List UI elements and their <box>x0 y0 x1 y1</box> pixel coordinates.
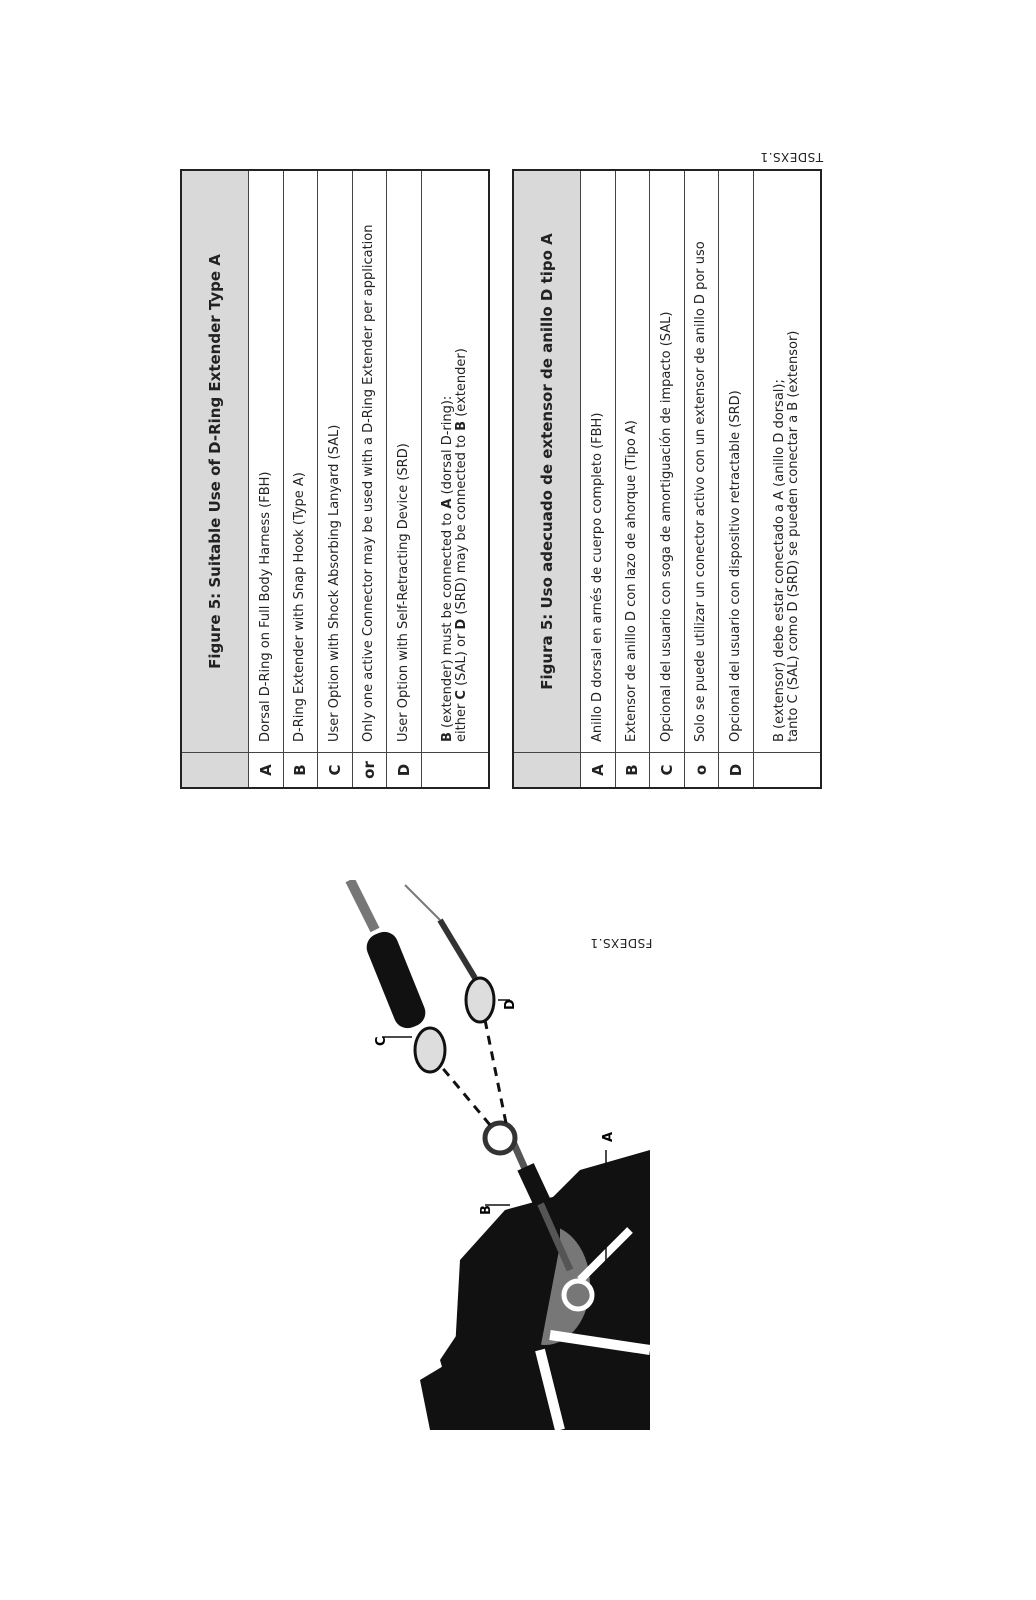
row-key: C <box>318 753 353 789</box>
row-text: Dorsal D-Ring on Full Body Harness (FBH) <box>249 170 284 753</box>
row-key: B <box>283 753 318 789</box>
table-panel-spanish <box>512 169 822 789</box>
table-row <box>352 170 387 788</box>
row-key: A <box>581 753 616 789</box>
note-text: (extender) must be connected to <box>439 508 455 733</box>
row-key: C <box>650 753 685 789</box>
note-bold: B <box>453 420 469 431</box>
table-row <box>249 170 284 788</box>
table-row <box>581 170 616 788</box>
table-note-row <box>753 170 821 788</box>
table-row <box>650 170 685 788</box>
table-title: Figure 5: Suitable Use of D-Ring Extender Type A <box>181 170 249 753</box>
label-b: B <box>479 1205 494 1215</box>
table-panel-english <box>180 169 490 789</box>
note-bold: D <box>453 618 469 630</box>
table-row <box>283 170 318 788</box>
note-text: tanto C (SAL) como D (SRD) se pueden conectar a B (extensor) <box>785 330 801 742</box>
label-c: C <box>374 1036 389 1046</box>
note-bold: B <box>439 732 455 742</box>
table-row <box>615 170 650 788</box>
note-key-cell <box>421 753 489 789</box>
figure-table-spanish <box>512 169 822 789</box>
table-header <box>181 170 249 788</box>
figure-code: FSDEXS.1 <box>590 936 653 950</box>
row-key: A <box>249 753 284 789</box>
table-row <box>719 170 754 788</box>
srd-spring <box>440 920 475 978</box>
header-key-cell <box>513 753 581 789</box>
table-row <box>387 170 422 788</box>
note-bold: A <box>439 498 455 509</box>
label-d: D <box>503 999 518 1010</box>
table-row <box>684 170 719 788</box>
shock-absorber <box>362 928 429 1033</box>
row-text: Solo se puede utilizar un conector activo con un extensor de anillo D por uso <box>684 170 719 753</box>
row-text: Only one active Connector may be used with a D-Ring Extender per application <box>352 170 387 753</box>
connection-line-d <box>485 1020 506 1123</box>
row-text: User Option with Self-Retracting Device (SRD) <box>387 170 422 753</box>
snap-hook-c <box>415 1028 445 1072</box>
row-key: o <box>684 753 719 789</box>
label-a: A <box>601 1131 616 1142</box>
table-row <box>318 170 353 788</box>
table-header <box>513 170 581 788</box>
extender-sleeve <box>517 1163 550 1207</box>
row-key: or <box>352 753 387 789</box>
row-key: B <box>615 753 650 789</box>
harness-illustration <box>330 880 670 1440</box>
note-bold: C <box>453 690 469 700</box>
table-note-row <box>421 170 489 788</box>
lanyard <box>350 880 375 930</box>
table-note <box>421 170 489 753</box>
row-key: D <box>387 753 422 789</box>
note-text: (dorsal D-ring): <box>439 395 455 499</box>
note-text: either <box>453 699 469 742</box>
note-text: (extender) <box>453 348 469 421</box>
table-note <box>753 170 821 753</box>
row-text: Opcional del usuario con soga de amortiguación de impacto (SAL) <box>650 170 685 753</box>
connection-line-c <box>440 1065 490 1125</box>
row-key: D <box>719 753 754 789</box>
row-text: Extensor de anillo D con lazo de ahorque (Tipo A) <box>615 170 650 753</box>
note-text: (SAL) or <box>453 629 469 691</box>
table-code: TSDEXS.1 <box>760 150 824 164</box>
figure-table-english <box>180 169 490 789</box>
carabiner-d <box>466 978 494 1022</box>
note-text: B (extensor) debe estar conectado a A (anillo D dorsal); <box>771 379 787 742</box>
note-text: (SRD) may be connected to <box>453 430 469 619</box>
note-key-cell <box>753 753 821 789</box>
row-text: Anillo D dorsal en arnés de cuerpo completo (FBH) <box>581 170 616 753</box>
row-text: User Option with Shock Absorbing Lanyard (SAL) <box>318 170 353 753</box>
header-key-cell <box>181 753 249 789</box>
table-title: Figura 5: Uso adecuado de extensor de anillo D tipo A <box>513 170 581 753</box>
row-text: D-Ring Extender with Snap Hook (Type A) <box>283 170 318 753</box>
srd-cable <box>405 885 440 920</box>
extender-ring <box>485 1123 515 1153</box>
row-text: Opcional del usuario con dispositivo retractable (SRD) <box>719 170 754 753</box>
